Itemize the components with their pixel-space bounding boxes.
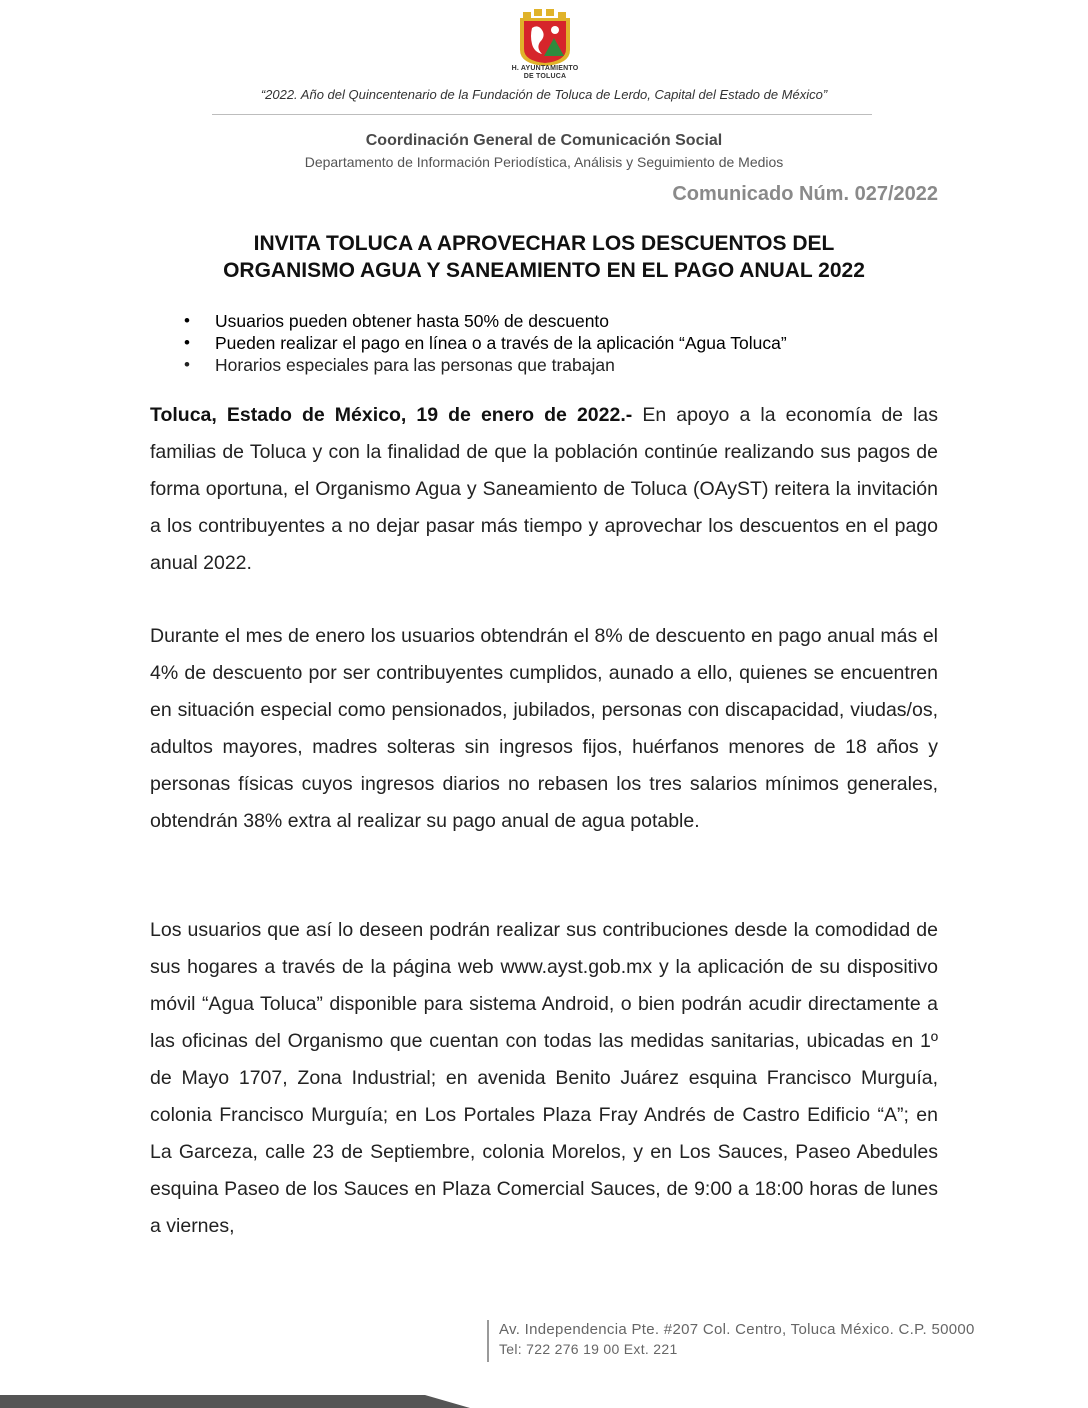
paragraph-1-text: En apoyo a la economía de las familias de Toluca y con la finalidad de que la población continúe realizando sus pagos de forma oportuna, el Organismo Agua y Saneamiento de Toluca (OAyST) reitera la invitación a los contribuyentes a no dejar pasar más tiempo y aprovechar los descuentos en el pago anual 2022. [150, 404, 939, 574]
key-points-list [150, 310, 938, 376]
communique-number: Comunicado Núm. 027/2022 [672, 183, 938, 205]
key-point: • Usuarios pueden obtener hasta 50% de descuento [150, 310, 938, 332]
header-divider [212, 114, 872, 115]
footer-address: Av. Independencia Pte. #207 Col. Centro, Toluca México. C.P. 50000 [499, 1321, 975, 1338]
institutional-motto: “2022. Año del Quincentenario de la Fundación de Toluca de Lerdo, Capital del Estado de México” [260, 87, 828, 102]
headline-line1: INVITA TOLUCA A APROVECHAR LOS DESCUENTOS DEL [253, 232, 835, 255]
logo-caption-line2: DE TOLUCA [523, 73, 567, 80]
paragraph-3: Los usuarios que así lo deseen podrán realizar sus contribuciones desde la comodidad de sus hogares a través de la página web www.ayst.gob.mx y la aplicación de su dispositivo móvil “Agua Toluca” disponible para sistema Android, o bien podrán acudir directamente a las oficinas del Organismo que cuentan con todas las medidas sanitarias, ubicadas en 1º de Mayo 1707, Zona Industrial; en avenida Benito Juárez esquina Francisco Murguía, colonia Francisco Murguía; en Los Portales Plaza Fray Andrés de Castro Edificio “A”; en La Garceza, calle 23 de Septiembre, colonia Morelos, y en Los Sauces, Paseo Abedules esquina Paseo de los Sauces en Plaza Comercial Sauces, de 9:00 a 18:00 horas de lunes a viernes, [150, 919, 938, 1237]
footer-phone: Tel: 722 276 19 00 Ext. 221 [499, 1341, 678, 1357]
coordination-title: Coordinación General de Comunicación Social [365, 132, 723, 149]
headline-line2: ORGANISMO AGUA Y SANEAMIENTO EN EL PAGO ANUAL 2022 [223, 259, 865, 282]
dateline: Toluca, Estado de México, 19 de enero de 2022.- [150, 404, 633, 426]
logo-caption-line1: H. AYUNTAMIENTO [511, 65, 579, 72]
logo-caption [490, 65, 600, 81]
footer-divider [487, 1320, 489, 1362]
paragraph-1 [150, 397, 938, 582]
key-point: • Pueden realizar el pago en línea o a través de la aplicación “Agua Toluca” [150, 332, 938, 354]
key-point: • Horarios especiales para las personas que trabajan [150, 354, 938, 376]
paragraph-2: Durante el mes de enero los usuarios obtendrán el 8% de descuento en pago anual más el 4% de descuento por ser contribuyentes cumplidos, aunado a ello, quienes se encuentren en situación especial como pensionados, jubilados, personas con discapacidad, viudas/os, adultos mayores, madres solteras sin ingresos fijos, huérfanos menores de 18 años y personas físicas cuyos ingresos diarios no rebasen los tres salarios mínimos generales, obtendrán 38% extra al realizar su pago anual de agua potable. [150, 625, 938, 832]
bottom-decorative-band [0, 1385, 1088, 1408]
headline [150, 230, 938, 284]
department-subtitle: Departamento de Información Periodística, Análisis y Seguimiento de Medios [304, 154, 784, 170]
